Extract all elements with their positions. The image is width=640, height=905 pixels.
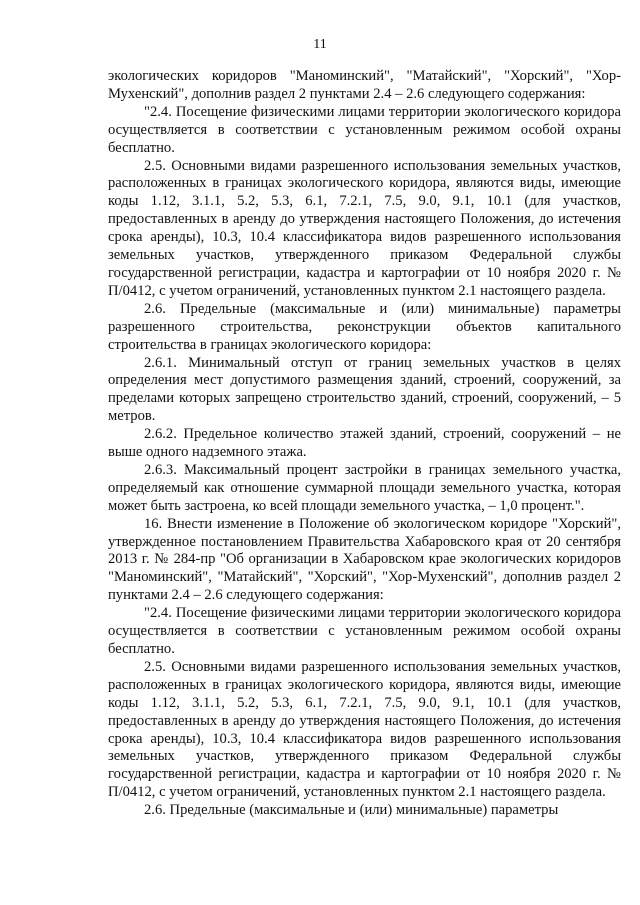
page-number: 11 [313, 37, 327, 52]
paragraph: 2.6. Предельные (максимальные и (или) минимальные) параметры [144, 802, 559, 819]
paragraph: 2.6.1. Минимальный отступ от границ земельных участков в целях определения мест допустимого размещения зданий, строений, сооружений, за пределами которых запрещено строительство зданий, строений, сооружений, – 5 метров. [108, 354, 621, 425]
paragraph: 2.5. Основными видами разрешенного использования земельных участков, расположенных в границах экологического коридора, являются виды, имеющие коды 1.12, 3.1.1, 5.2, 5.3, 6.1, 7.2.1, 7.5, 9.0, 9.1, 10.1 (для участков, предоставленных в аренду до утверждения настоящего Положения, до истечения срока аренды), 10.3, 10.4 классификатора видов разрешенного использования земельных участков, утвержденного приказом Федеральной службы государственной регистрации, кадастра и картографии от 10 ноября 2020 г. № П/0412, с учетом ограничений, установленных пунктом 2.1 настоящего раздела. [108, 658, 621, 801]
paragraph: 2.6.3. Максимальный процент застройки в границах земельного участка, определяемый как отношение суммарной площади земельного участка, которая может быть застроена, ко всей площади земельного участка, – 1,0 процент.". [108, 461, 621, 514]
paragraph: экологических коридоров "Маноминский", "Матайский", "Хорский", "Хор-Мухенский", дополнив раздел 2 пунктами 2.4 – 2.6 следующего содержания: [108, 68, 621, 102]
paragraph: "2.4. Посещение физическими лицами территории экологического коридора осуществляется в соответствии с установленным режимом особой охраны бесплатно. [108, 605, 621, 657]
paragraph: "2.4. Посещение физическими лицами территории экологического коридора осуществляется в соответствии с установленным режимом особой охраны бесплатно. [108, 103, 621, 156]
paragraph: 2.6.2. Предельное количество этажей зданий, строений, сооружений – не выше одного надземного этажа. [108, 426, 621, 461]
paragraph: 2.6. Предельные (максимальные и (или) минимальные) параметры разрешенного строительства, реконструкции объектов капитального строительства в границах экологического коридора: [108, 300, 621, 353]
paragraph: 2.5. Основными видами разрешенного использования земельных участков, расположенных в границах экологического коридора, являются виды, имеющие коды 1.12, 3.1.1, 5.2, 5.3, 6.1, 7.2.1, 7.5, 9.0, 9.1, 10.1 (для участков, предоставленных в аренду до утверждения настоящего Положения, до истечения срока аренды), 10.3, 10.4 классификатора видов разрешенного использования земельных участков, утвержденного приказом Федеральной службы государственной регистрации, кадастра и картографии от 10 ноября 2020 г. № П/0412, с учетом ограничений, установленных пунктом 2.1 настоящего раздела. [108, 157, 621, 299]
document-body [108, 68, 621, 820]
paragraph: 16. Внести изменение в Положение об экологическом коридоре "Хорский", утвержденное постановлением Правительства Хабаровского края от 20 сентября 2013 г. № 284-пр "Об организации в Хабаровском крае экологических коридоров "Маноминский", "Матайский", "Хорский", "Хор-Мухенский", дополнив раздел 2 пунктами 2.4 – 2.6 следующего содержания: [108, 515, 621, 604]
